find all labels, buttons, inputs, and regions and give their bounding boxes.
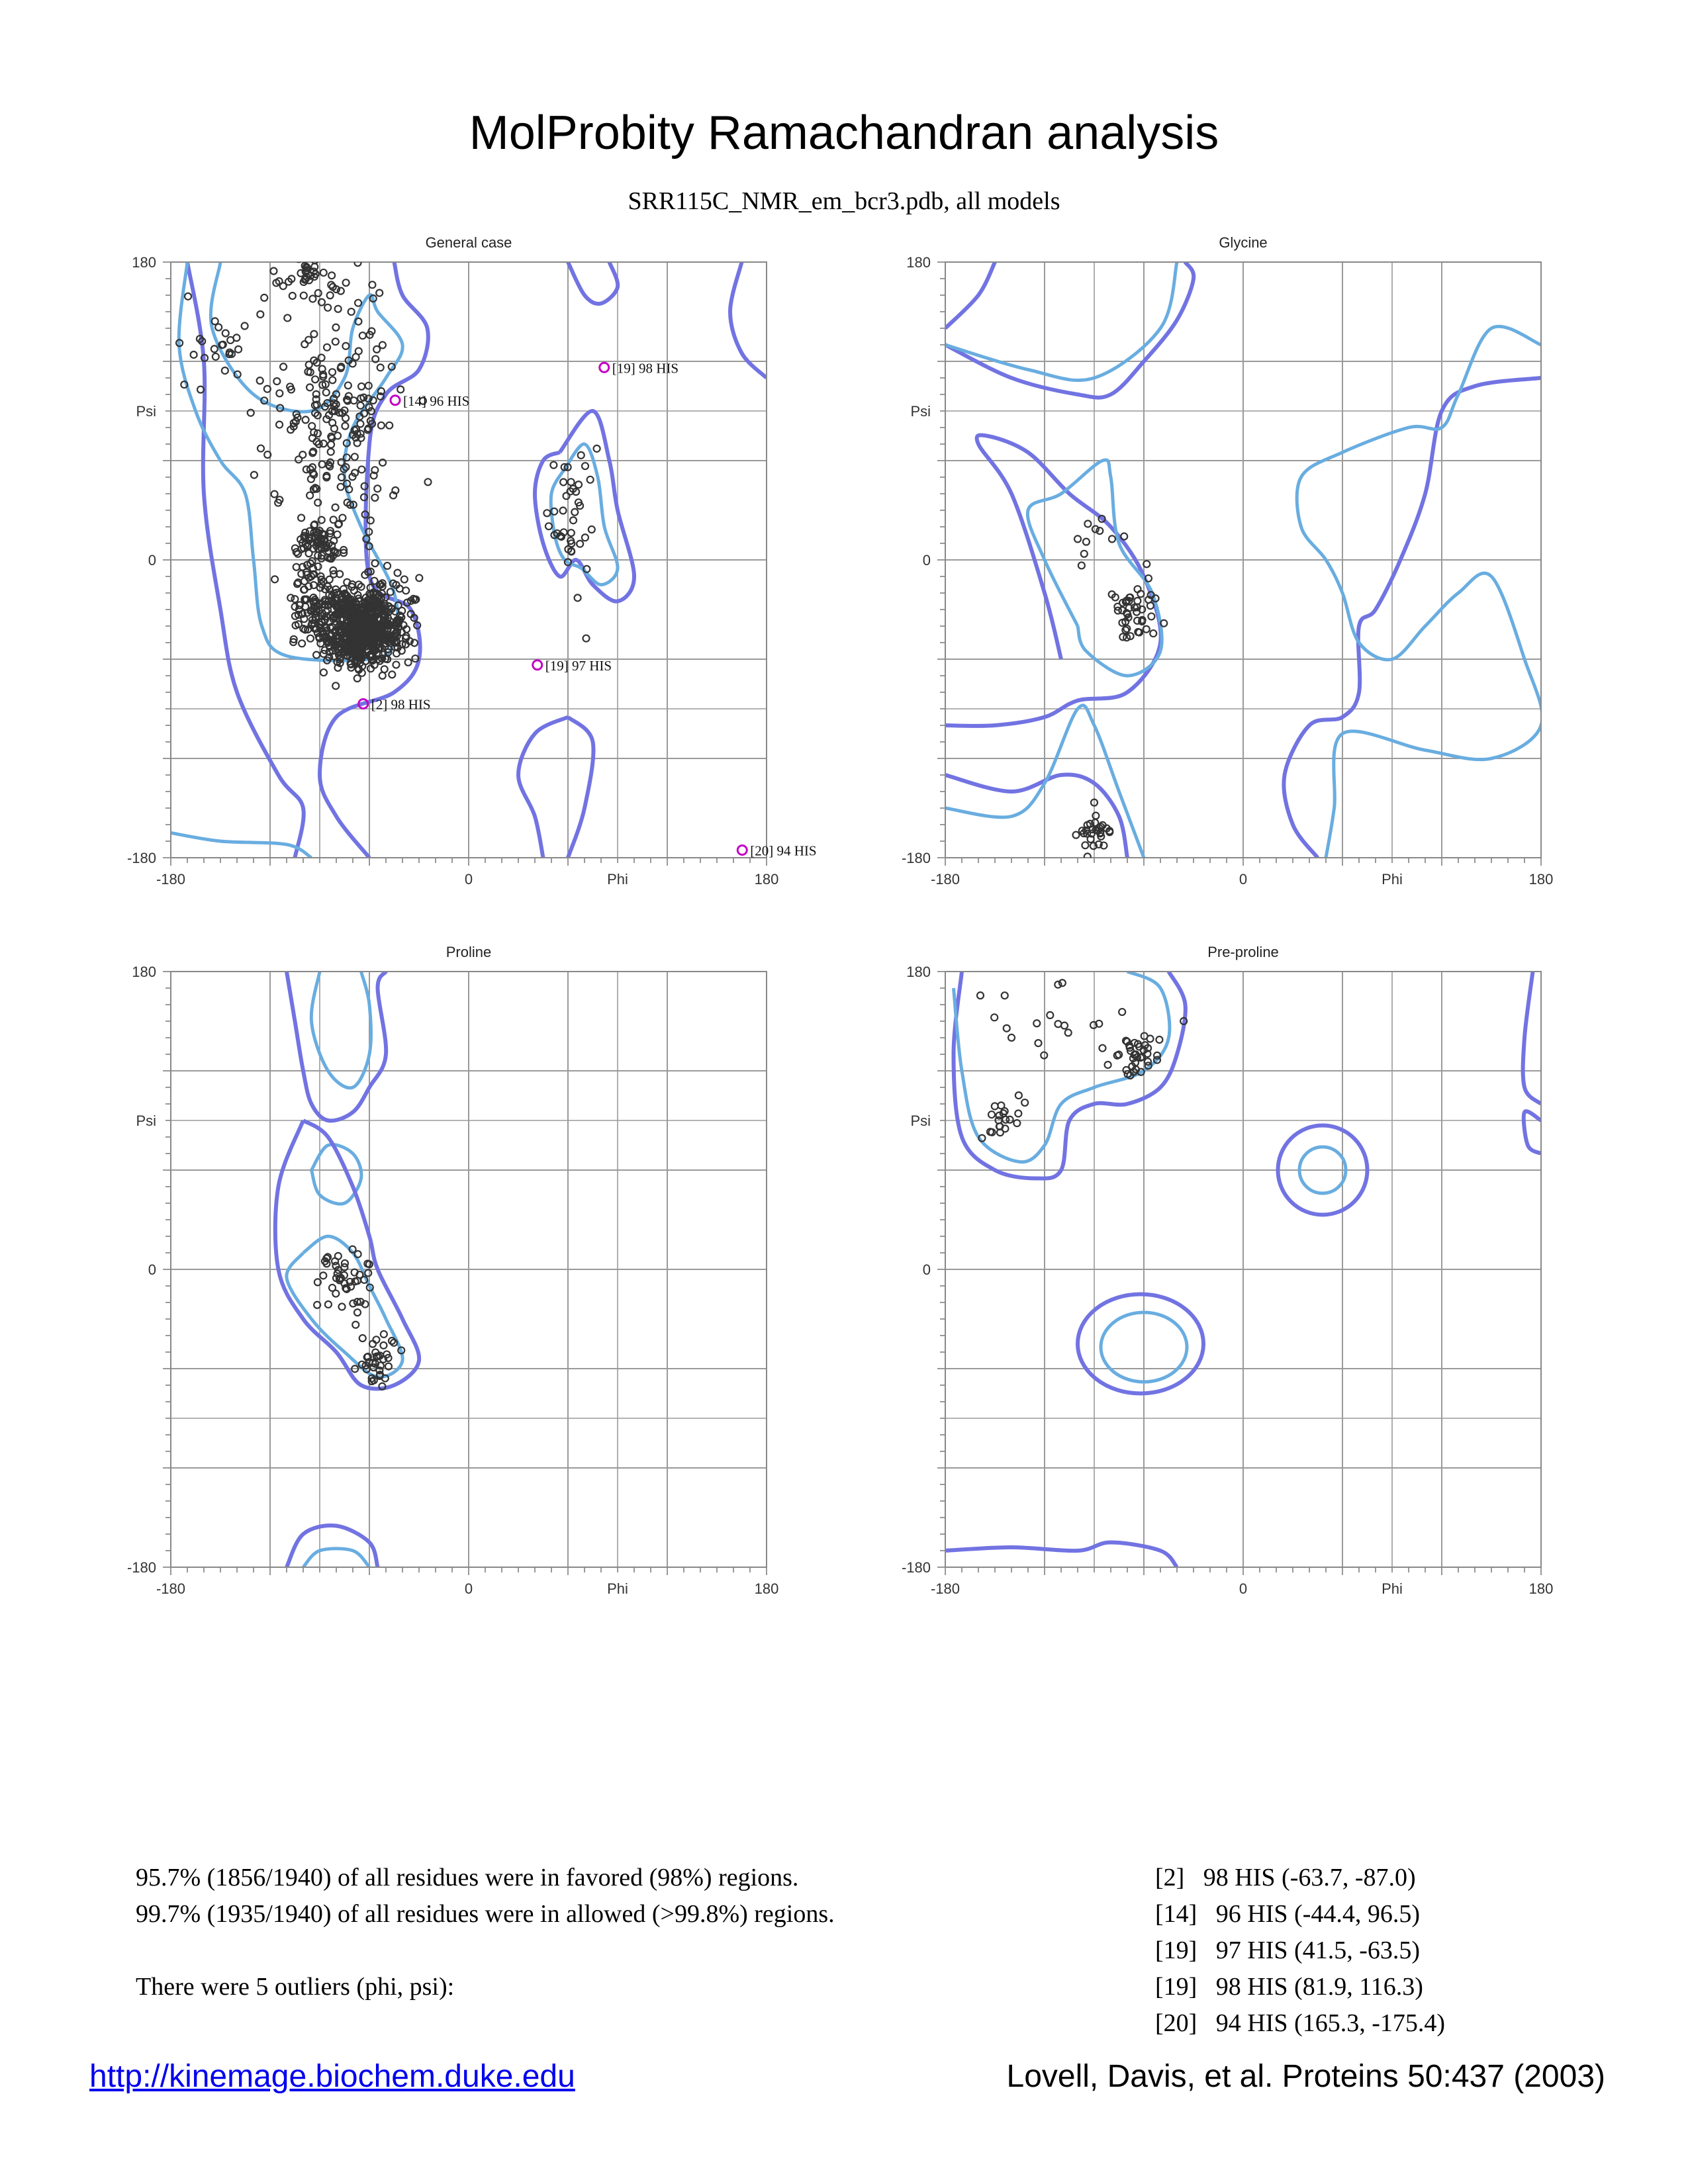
data-point xyxy=(1148,613,1154,619)
allowed-contour xyxy=(945,262,1194,398)
plot-pre-proline xyxy=(880,934,1556,1610)
data-point xyxy=(563,492,570,499)
data-point xyxy=(248,410,254,416)
data-point xyxy=(424,478,431,485)
data-point xyxy=(306,528,313,535)
y-axis-label: Psi xyxy=(910,1113,931,1129)
y-tick-label: 0 xyxy=(922,1261,931,1278)
data-point xyxy=(365,1269,371,1276)
data-point xyxy=(309,295,316,302)
x-tick-label: -180 xyxy=(930,1580,961,1597)
data-point xyxy=(977,992,984,999)
data-point xyxy=(329,369,336,375)
data-point xyxy=(381,1331,387,1338)
data-point xyxy=(257,377,263,384)
data-point xyxy=(1092,813,1099,819)
data-point xyxy=(1084,853,1091,860)
data-point xyxy=(258,445,264,452)
y-tick-label: -180 xyxy=(126,1559,156,1576)
data-point xyxy=(212,353,219,360)
data-point xyxy=(1150,630,1156,637)
y-tick-label: 180 xyxy=(132,964,156,980)
data-point xyxy=(318,355,325,361)
data-point xyxy=(291,596,298,602)
plot-proline xyxy=(106,934,781,1610)
outlier-entry: [14] 96 HIS (-44.4, 96.5) xyxy=(1155,1900,1421,1928)
data-point xyxy=(578,452,585,459)
y-tick-label: 0 xyxy=(922,552,931,569)
allowed-contour xyxy=(1078,1295,1203,1394)
data-point xyxy=(577,541,583,547)
data-point xyxy=(1035,1040,1041,1046)
x-tick-label: 0 xyxy=(464,871,473,887)
data-point xyxy=(324,304,331,311)
y-tick-label: 180 xyxy=(906,254,931,271)
data-point xyxy=(324,344,330,351)
x-tick-label: 180 xyxy=(1528,871,1554,887)
data-point xyxy=(1047,1012,1053,1019)
outlier-point xyxy=(391,396,400,405)
data-point xyxy=(353,353,359,360)
data-point xyxy=(350,1300,356,1307)
data-point xyxy=(312,376,318,383)
data-point xyxy=(257,311,263,318)
favored-contour xyxy=(1297,326,1542,858)
data-point xyxy=(594,445,600,452)
data-point xyxy=(583,635,589,642)
data-point xyxy=(335,1253,342,1259)
data-point xyxy=(1092,526,1099,533)
data-point xyxy=(1072,832,1079,839)
x-tick-label: -180 xyxy=(156,871,186,887)
data-point xyxy=(327,251,334,258)
data-point xyxy=(381,666,388,672)
data-point xyxy=(352,453,358,460)
data-point xyxy=(1082,842,1088,848)
allowed-contour xyxy=(568,262,618,304)
data-point xyxy=(211,345,218,352)
y-tick-label: 180 xyxy=(132,254,156,271)
y-axis-label: Psi xyxy=(136,403,156,420)
data-point xyxy=(1099,1045,1105,1052)
data-point xyxy=(354,259,361,266)
y-tick-label: 180 xyxy=(906,964,931,980)
y-axis-label: Psi xyxy=(910,403,931,420)
data-point xyxy=(271,491,278,498)
data-point xyxy=(988,1111,995,1118)
data-point xyxy=(568,529,575,536)
plot-title: General case xyxy=(425,234,512,251)
data-point xyxy=(332,324,339,331)
data-point xyxy=(568,478,575,485)
data-point xyxy=(227,337,234,343)
x-axis-label: Phi xyxy=(1382,871,1403,887)
data-point xyxy=(270,268,277,275)
data-point xyxy=(389,671,395,678)
data-point xyxy=(289,293,296,299)
data-point xyxy=(355,300,361,306)
allowed-contour xyxy=(1524,1111,1541,1154)
data-point xyxy=(338,484,344,490)
data-point xyxy=(1002,992,1008,999)
outlier-entry: [19] 98 HIS (81.9, 116.3) xyxy=(1155,1973,1423,2001)
data-point xyxy=(379,672,386,679)
data-point xyxy=(284,314,291,321)
favored-contour xyxy=(171,833,312,858)
data-point xyxy=(280,363,287,370)
data-point xyxy=(1081,551,1088,557)
outlier-entry: [19] 97 HIS (41.5, -63.5) xyxy=(1155,1936,1421,1964)
data-point xyxy=(358,383,365,390)
x-tick-label: 180 xyxy=(754,871,779,887)
data-point xyxy=(582,463,588,469)
allowed-contour xyxy=(1284,378,1541,858)
file-subtitle: SRR115C_NMR_em_bcr3.pdb, all models xyxy=(628,187,1060,215)
data-point xyxy=(332,682,339,689)
data-point xyxy=(378,422,385,429)
x-axis-label: Phi xyxy=(1382,1580,1403,1597)
y-tick-label: -180 xyxy=(901,1559,931,1576)
data-point xyxy=(543,510,550,516)
data-point xyxy=(367,517,374,523)
data-point xyxy=(303,416,309,423)
data-point xyxy=(222,367,228,374)
data-point xyxy=(402,587,409,594)
data-point xyxy=(371,494,378,501)
data-point xyxy=(359,332,366,339)
allowed-contour xyxy=(1523,972,1541,1104)
data-point xyxy=(354,1309,361,1316)
data-point xyxy=(271,576,278,582)
data-point xyxy=(251,472,258,478)
data-point xyxy=(242,323,248,330)
data-point xyxy=(327,292,334,298)
x-axis-label: Phi xyxy=(607,1580,628,1597)
allowed-contour xyxy=(518,717,568,858)
data-point xyxy=(343,279,350,286)
favored-stat: 95.7% (1856/1940) of all residues were in favored (98%) regions. xyxy=(136,1864,799,1891)
page-title: MolProbity Ramachandran analysis xyxy=(469,107,1219,159)
data-point xyxy=(373,346,380,353)
data-point xyxy=(320,1272,326,1279)
kinemage-link[interactable]: http://kinemage.biochem.duke.edu xyxy=(89,2059,575,2094)
data-point xyxy=(306,384,313,390)
data-point xyxy=(328,449,334,455)
data-point xyxy=(295,255,302,262)
outlier-label: [20] 94 HIS xyxy=(750,842,817,859)
data-point xyxy=(315,290,322,296)
data-point xyxy=(185,293,191,300)
y-axis-label: Psi xyxy=(136,1113,156,1129)
data-point xyxy=(313,652,320,659)
data-point xyxy=(1078,562,1085,569)
data-point xyxy=(295,456,302,463)
data-point xyxy=(384,563,391,569)
data-point xyxy=(280,283,287,289)
data-point xyxy=(1021,1099,1028,1106)
y-tick-label: 0 xyxy=(148,552,156,569)
data-point xyxy=(1096,527,1103,534)
x-tick-label: 0 xyxy=(1239,1580,1248,1597)
data-point xyxy=(295,551,301,557)
data-point xyxy=(359,1335,366,1342)
data-point xyxy=(560,478,567,485)
data-point xyxy=(372,560,379,567)
data-point xyxy=(273,378,280,385)
data-point xyxy=(334,531,341,538)
data-point xyxy=(416,574,422,581)
data-point xyxy=(325,1301,332,1308)
outlier-entry: [2] 98 HIS (-63.7, -87.0) xyxy=(1155,1864,1416,1891)
data-point xyxy=(1109,535,1115,542)
data-point xyxy=(328,441,334,448)
y-tick-label: -180 xyxy=(126,850,156,866)
plot-glycine xyxy=(880,225,1556,900)
ramachandran-general-plot xyxy=(106,225,817,900)
data-point xyxy=(998,1102,1004,1109)
data-point xyxy=(348,308,355,315)
summary-stats xyxy=(136,1860,835,2005)
data-point xyxy=(315,236,322,243)
data-point xyxy=(550,462,557,469)
data-point xyxy=(1083,539,1090,545)
data-point xyxy=(332,504,339,511)
data-point xyxy=(261,295,267,301)
data-point xyxy=(1119,1009,1125,1015)
data-point xyxy=(301,341,308,347)
x-tick-label: 180 xyxy=(754,1580,779,1597)
data-point xyxy=(301,293,307,299)
data-point xyxy=(401,576,408,582)
x-tick-label: 0 xyxy=(464,1580,473,1597)
outlier-entry: [20] 94 HIS (165.3, -175.4) xyxy=(1155,2009,1446,2037)
favored-contour xyxy=(551,444,618,585)
data-point xyxy=(339,514,346,521)
data-point xyxy=(191,351,197,358)
plot-title: Glycine xyxy=(1219,234,1268,251)
data-point xyxy=(299,640,305,647)
data-point xyxy=(358,466,365,473)
allowed-contour xyxy=(945,262,995,328)
data-point xyxy=(1074,535,1081,542)
data-point xyxy=(328,272,335,279)
data-point xyxy=(1015,1092,1022,1099)
data-point xyxy=(335,306,342,312)
data-point xyxy=(575,594,581,601)
data-point xyxy=(1008,1034,1015,1041)
ramachandran-proline-plot xyxy=(106,934,781,1610)
plot-general-case xyxy=(106,225,817,900)
x-tick-label: -180 xyxy=(156,1580,186,1597)
data-point xyxy=(571,509,578,516)
outlier-list xyxy=(1155,1860,1445,2042)
allowed-contour xyxy=(945,1543,1177,1568)
data-points xyxy=(176,218,600,689)
data-point xyxy=(329,377,336,383)
data-point xyxy=(374,485,381,492)
data-point xyxy=(357,402,364,409)
outlier-label: [19] 98 HIS xyxy=(612,360,679,377)
allowed-contour xyxy=(568,717,593,858)
x-tick-label: -180 xyxy=(930,871,961,887)
citation: Lovell, Davis, et al. Proteins 50:437 (2003) xyxy=(1006,2059,1605,2094)
data-point xyxy=(992,1103,998,1109)
plot-title: Pre-proline xyxy=(1207,944,1279,960)
data-point xyxy=(1121,533,1127,540)
data-point xyxy=(1145,1058,1151,1065)
data-point xyxy=(405,659,412,666)
data-point xyxy=(373,1336,379,1343)
data-point xyxy=(365,383,372,389)
data-point xyxy=(298,514,305,521)
data-point xyxy=(1055,1021,1061,1027)
data-point xyxy=(1147,1036,1154,1042)
ramachandran-preproline-plot xyxy=(880,934,1556,1610)
data-point xyxy=(570,517,577,523)
data-point xyxy=(397,386,404,392)
data-point xyxy=(332,338,339,345)
data-point xyxy=(560,508,567,514)
data-point xyxy=(1084,520,1091,527)
y-tick-label: -180 xyxy=(901,850,931,866)
ramachandran-glycine-plot xyxy=(880,225,1556,900)
outlier-label: [2] 98 HIS xyxy=(371,696,431,713)
data-point xyxy=(377,364,384,371)
outlier-label: [14] 96 HIS xyxy=(403,392,470,409)
data-point xyxy=(310,331,317,338)
data-point xyxy=(582,534,588,541)
data-point xyxy=(332,1291,339,1297)
data-point xyxy=(1004,1025,1010,1032)
x-axis-label: Phi xyxy=(607,871,628,887)
data-point xyxy=(587,477,594,483)
data-point xyxy=(235,346,242,353)
y-tick-label: 0 xyxy=(148,1261,156,1278)
data-point xyxy=(342,423,348,430)
outlier-point xyxy=(600,363,609,372)
data-point xyxy=(276,390,283,396)
data-point xyxy=(320,269,327,276)
x-tick-label: 0 xyxy=(1239,871,1248,887)
data-point xyxy=(307,635,314,642)
plot-title: Proline xyxy=(445,944,492,960)
outlier-point xyxy=(737,846,747,855)
data-point xyxy=(1061,1023,1068,1029)
data-point xyxy=(311,263,318,270)
data-point xyxy=(342,343,349,349)
data-points xyxy=(1072,516,1167,860)
data-point xyxy=(1007,1116,1013,1123)
data-point xyxy=(352,1322,359,1328)
data-point xyxy=(320,669,327,676)
data-point xyxy=(393,661,399,668)
data-point xyxy=(545,523,552,529)
data-point xyxy=(301,578,308,584)
data-point xyxy=(380,1342,387,1349)
data-point xyxy=(386,422,393,429)
data-point xyxy=(323,389,330,396)
data-point xyxy=(314,255,320,261)
data-point xyxy=(1134,598,1141,604)
data-point xyxy=(332,218,338,225)
data-point xyxy=(1033,1020,1040,1026)
data-point xyxy=(1065,1029,1072,1036)
data-point xyxy=(588,526,595,533)
data-point xyxy=(1156,1036,1162,1043)
data-point xyxy=(222,330,229,336)
data-point xyxy=(395,570,401,576)
data-point xyxy=(376,290,383,296)
data-point xyxy=(345,382,352,388)
data-point xyxy=(339,1303,346,1310)
x-tick-label: 180 xyxy=(1528,1580,1554,1597)
data-point xyxy=(1105,1062,1111,1068)
data-point xyxy=(276,422,283,428)
allowed-contour xyxy=(730,262,767,378)
allowed-stat: 99.7% (1935/1940) of all residues were in allowed (>99.8%) regions. xyxy=(136,1900,835,1928)
outlier-label: [19] 97 HIS xyxy=(545,657,612,674)
data-point xyxy=(1015,1110,1021,1116)
favored-contour xyxy=(303,1549,369,1567)
allowed-contour xyxy=(275,1120,419,1388)
data-point xyxy=(991,1014,998,1021)
outlier-point xyxy=(533,660,542,670)
outlier-intro: There were 5 outliers (phi, psi): xyxy=(136,1973,455,2001)
data-point xyxy=(306,492,313,499)
data-point xyxy=(369,1341,376,1347)
